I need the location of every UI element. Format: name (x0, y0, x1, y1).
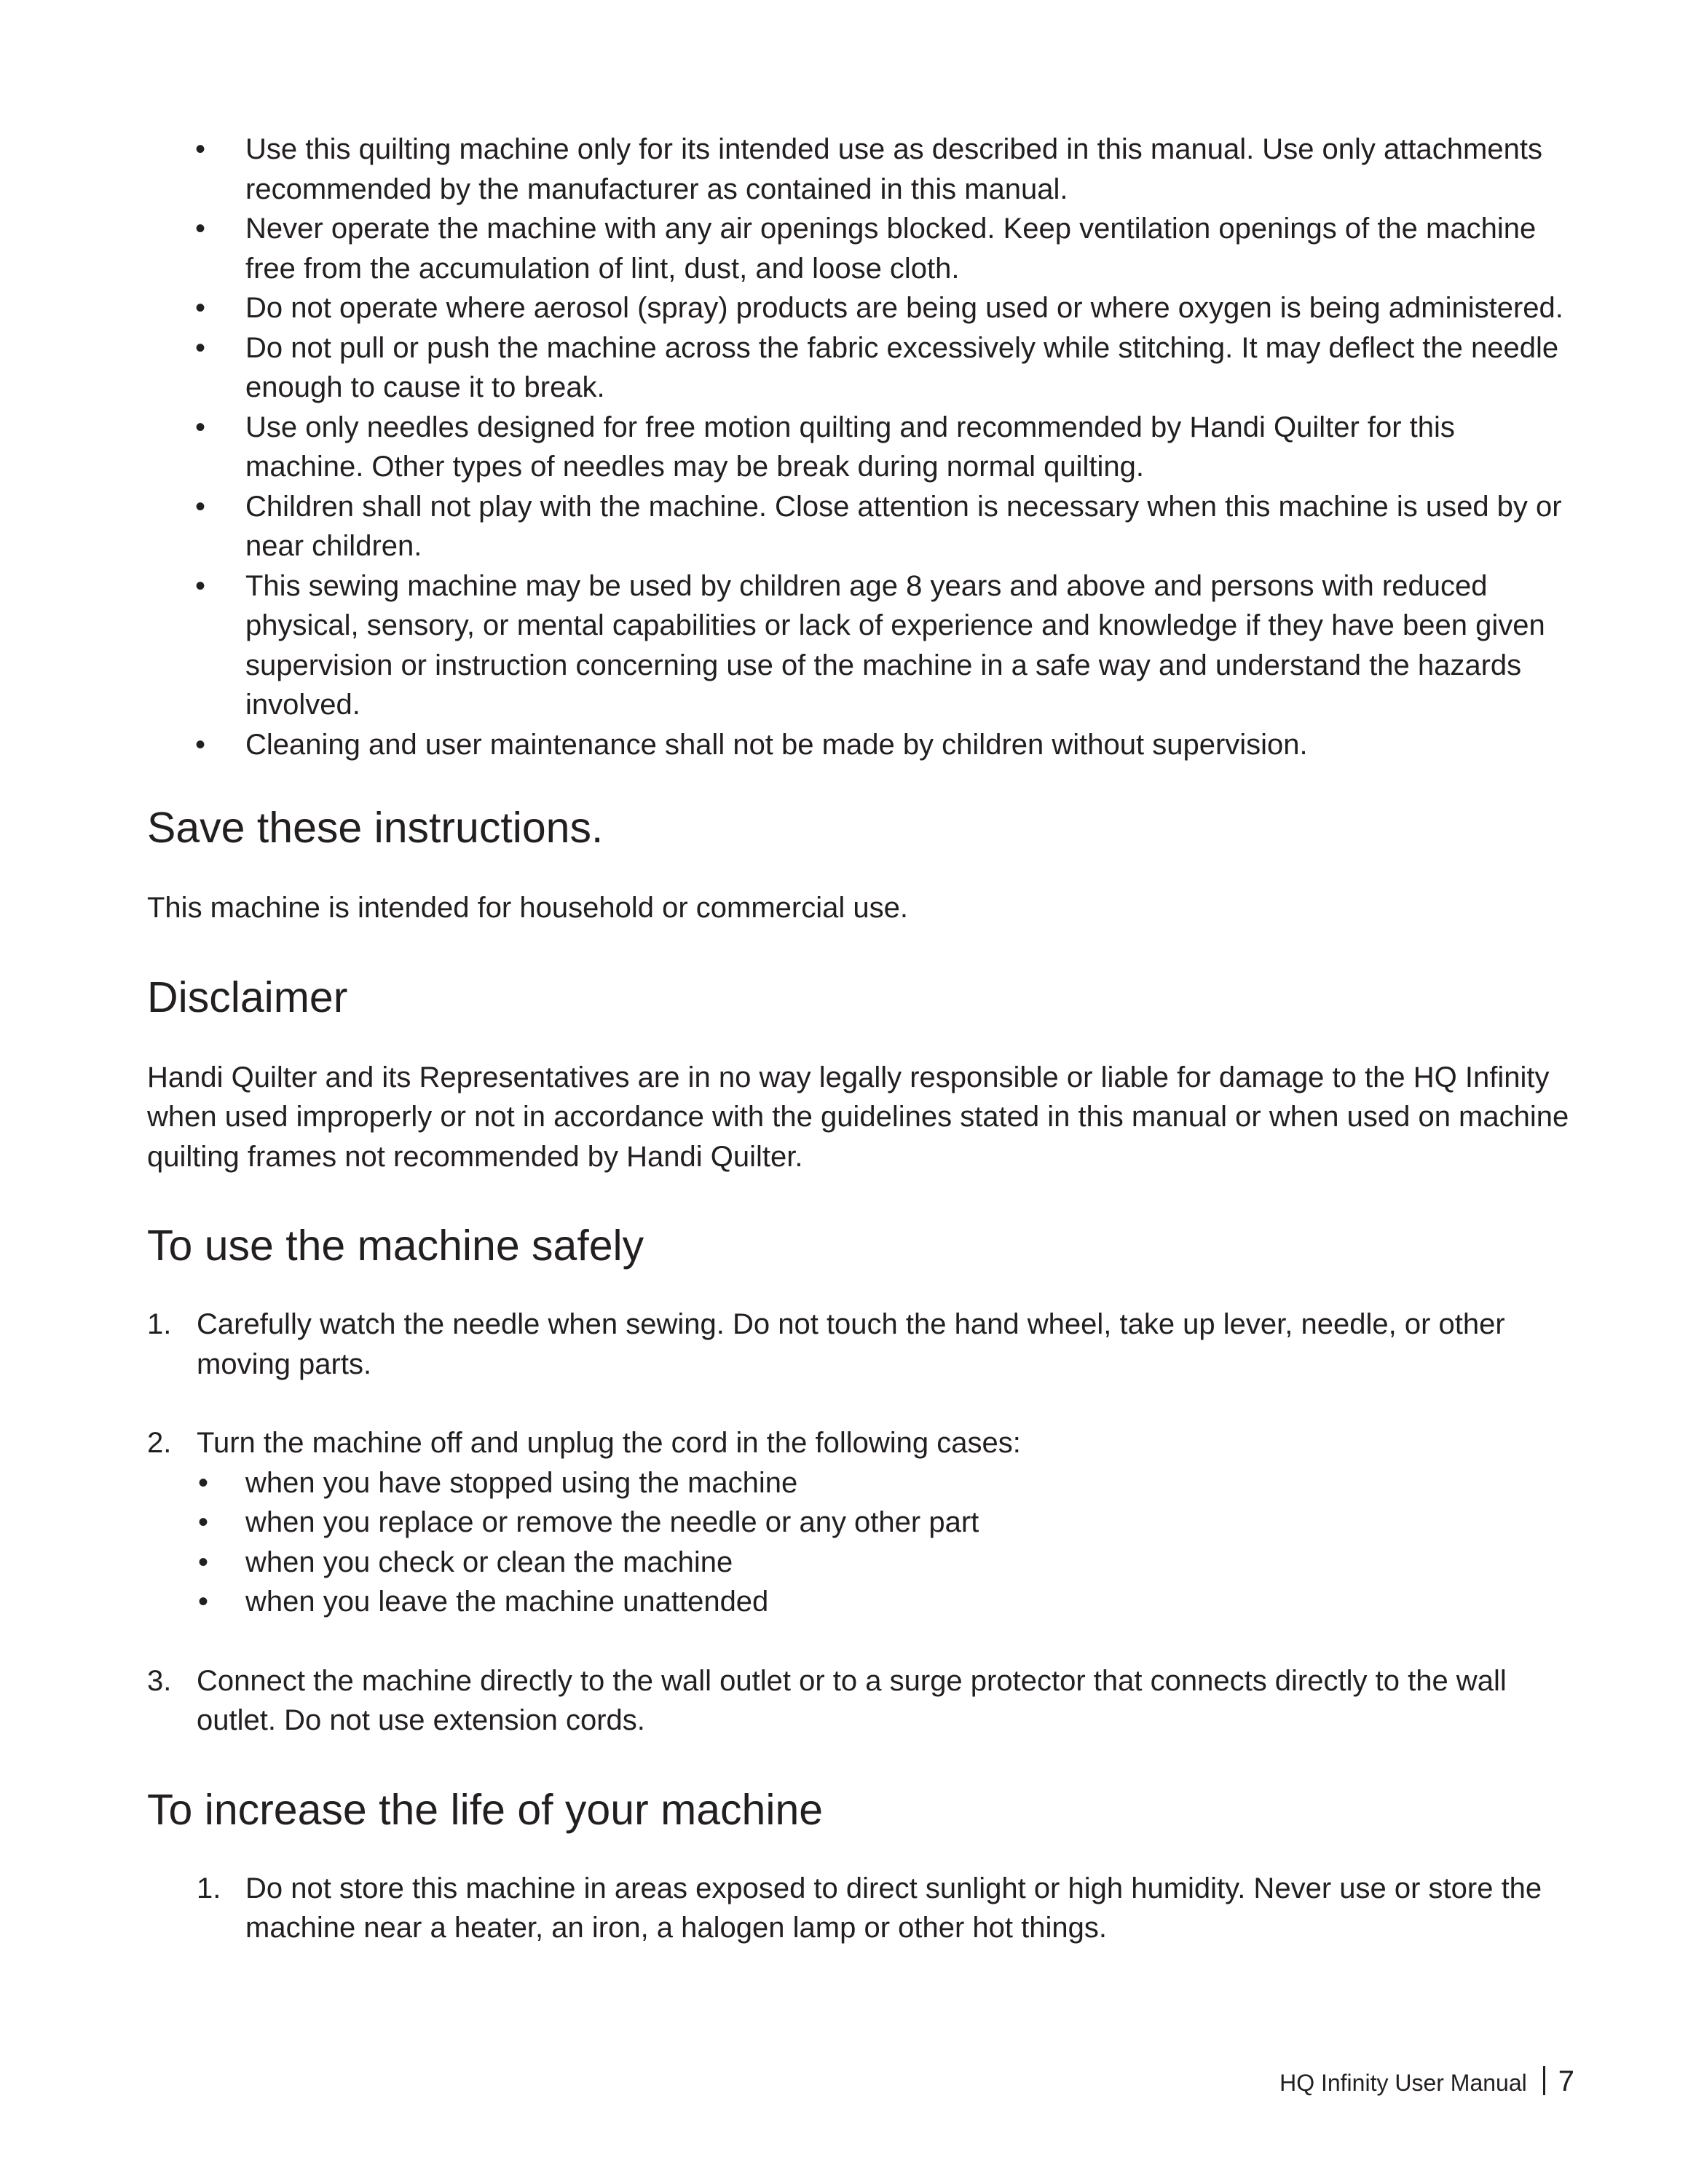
list-item-text: when you check or clean the machine (245, 1546, 733, 1578)
safety-list (147, 1305, 1574, 1741)
bullet-glyph: • (198, 1466, 209, 1499)
list-item-text: when you replace or remove the needle or any other part (245, 1506, 979, 1538)
list-item-text: Never operate the machine with any air openings blocked. Keep ventilation openings of the machine free from the accumulation of lint, dust, and loose cloth. (245, 213, 1537, 285)
list-item (147, 408, 1574, 487)
bullet-glyph: • (195, 728, 206, 761)
intended-use-text: This machine is intended for household or commercial use. (147, 892, 908, 924)
bullet-glyph: • (198, 1546, 209, 1578)
disclaimer-text: Handi Quilter and its Representatives are in no way legally responsible or liable for damage to the HQ Infinity when used improperly or not in accordance with the guidelines stated in this manual or when used on machine quilting frames not recommended by Handi Quilter. (147, 1061, 1569, 1173)
unplug-cases-list (197, 1463, 1574, 1622)
list-item (147, 130, 1574, 209)
bullet-glyph: • (195, 133, 206, 165)
list-item (147, 566, 1574, 725)
bullet-glyph: • (195, 292, 206, 324)
list-item (147, 1423, 1574, 1622)
disclaimer-heading: Disclaimer (147, 973, 348, 1021)
save-instructions-heading: Save these instructions. (147, 804, 604, 852)
bullet-glyph: • (195, 331, 206, 364)
list-item-text: Do not store this machine in areas exposed to direct sunlight or high humidity. Never use or store the machine near a heater, an iron, a halogen lamp or other hot things. (245, 1872, 1542, 1944)
bullet-glyph: • (198, 1506, 209, 1538)
page-content (147, 130, 1574, 1948)
footer-divider (1543, 2066, 1545, 2095)
list-item (147, 487, 1574, 566)
bullet-glyph: • (195, 213, 206, 245)
list-item (147, 288, 1574, 328)
list-item-text: Do not operate where aerosol (spray) products are being used or where oxygen is being administered. (245, 292, 1563, 324)
safety-heading: To use the machine safely (147, 1222, 644, 1270)
list-item-text: Connect the machine directly to the wall outlet or to a surge protector that connects directly to the wall outlet. Do not use extension cords. (197, 1664, 1507, 1736)
bullet-glyph: • (195, 490, 206, 523)
list-item (147, 1869, 1574, 1948)
list-item (147, 328, 1574, 408)
list-item (197, 1543, 1574, 1583)
list-item (147, 1661, 1574, 1741)
list-item-text: Carefully watch the needle when sewing. Do not touch the hand wheel, take up lever, needle, or other moving parts. (197, 1308, 1505, 1380)
list-item-text: Do not pull or push the machine across the fabric excessively while stitching. It may deflect the needle enough to cause it to break. (245, 331, 1559, 403)
list-item (147, 209, 1574, 288)
bullet-glyph: • (198, 1586, 209, 1618)
item-number: 1. (197, 1872, 221, 1904)
list-item (147, 1305, 1574, 1384)
page-number: 7 (1558, 2065, 1574, 2097)
list-item-text: Use this quilting machine only for its intended use as described in this manual. Use only attachments recommended by the manufacturer as contained in this manual. (245, 133, 1542, 205)
list-item (147, 725, 1574, 765)
item-number: 2. (147, 1427, 172, 1459)
page-footer (1279, 2062, 1574, 2099)
list-item-text: Children shall not play with the machine. Close attention is necessary when this machine is used by or near children. (245, 490, 1562, 562)
machine-life-list (147, 1869, 1574, 1948)
list-item-text: This sewing machine may be used by children age 8 years and above and persons with reduced physical, sensory, or mental capabilities or lack of experience and knowledge if they have been given supervision or instruction concerning use of the machine in a safe way and understand the hazards involved. (245, 569, 1545, 721)
list-item (197, 1503, 1574, 1543)
list-item-text: when you have stopped using the machine (245, 1466, 798, 1499)
warnings-list (147, 130, 1574, 764)
list-item (197, 1463, 1574, 1503)
list-item-text: when you leave the machine unattended (245, 1586, 769, 1618)
bullet-glyph: • (195, 411, 206, 443)
item-number: 1. (147, 1308, 172, 1340)
machine-life-heading: To increase the life of your machine (147, 1785, 824, 1834)
bullet-glyph: • (195, 569, 206, 602)
list-item-text: Turn the machine off and unplug the cord in the following cases: (197, 1427, 1021, 1459)
list-item (197, 1582, 1574, 1622)
item-number: 3. (147, 1664, 172, 1697)
list-item-text: Use only needles designed for free motion quilting and recommended by Handi Quilter for this machine. Other types of needles may be break during normal quilting. (245, 411, 1455, 483)
list-item-text: Cleaning and user maintenance shall not be made by children without supervision. (245, 728, 1308, 761)
footer-manual-title: HQ Infinity User Manual (1279, 2070, 1527, 2096)
